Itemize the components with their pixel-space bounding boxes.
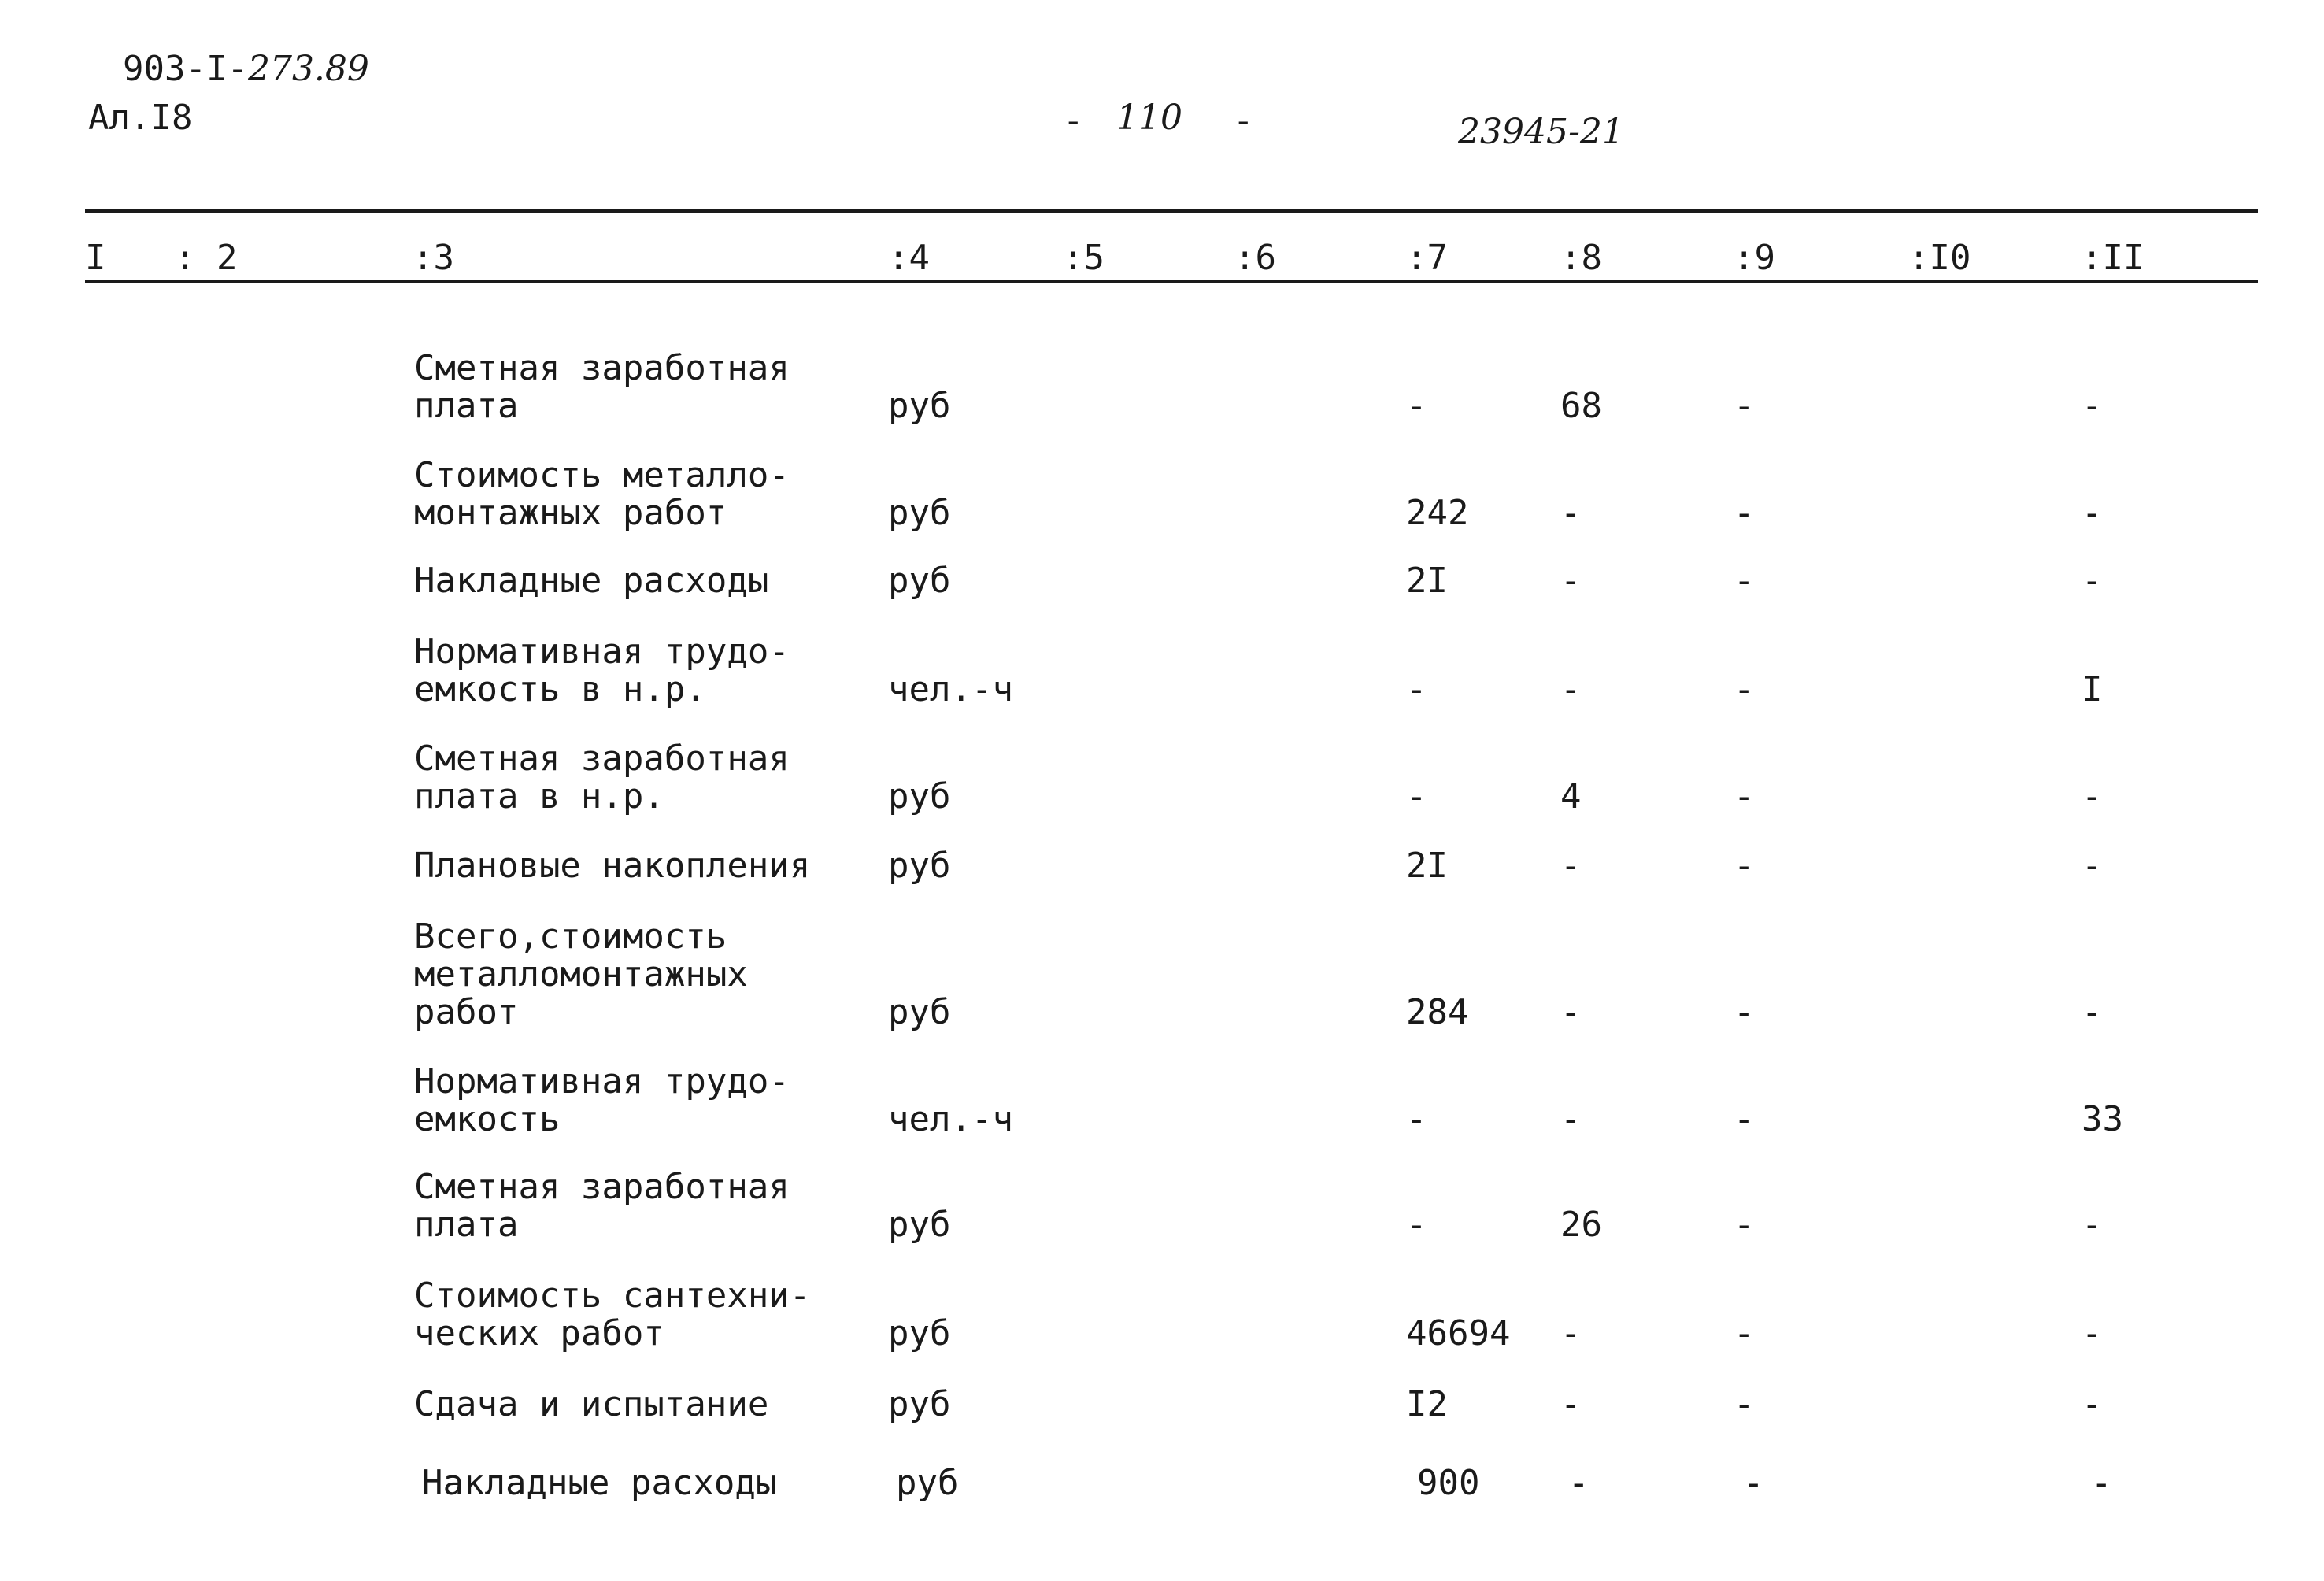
item-unit: руб [888, 386, 951, 426]
item-name: Стоимость металло- монтажных работ [414, 455, 790, 533]
column-header: : 2 [175, 238, 238, 278]
cell-col9: - [1734, 776, 1755, 816]
cell-col9: - [1734, 1205, 1755, 1245]
cell-col11: - [2082, 493, 2103, 533]
cell-col8: - [1568, 1463, 1589, 1503]
cell-col9: - [1734, 1099, 1755, 1139]
cell-col9: - [1734, 846, 1755, 886]
column-header: I [85, 238, 106, 278]
cell-col8: - [1560, 992, 1582, 1032]
cell-col11: I [2082, 669, 2103, 709]
item-name: Сметная заработная плата в н.р. [414, 739, 790, 816]
cell-col11: - [2082, 1313, 2103, 1353]
item-unit: руб [896, 1463, 959, 1503]
cell-col8: - [1560, 846, 1582, 886]
cell-col7: - [1406, 1205, 1427, 1245]
header-bottom-rule [85, 280, 2258, 283]
cell-col9: - [1734, 992, 1755, 1032]
cell-col11: - [2082, 846, 2103, 886]
item-unit: чел.-ч [888, 669, 1013, 709]
cell-col11: - [2082, 776, 2103, 816]
cell-col11: - [2082, 1384, 2103, 1424]
item-name: Накладные расходы [422, 1463, 777, 1503]
cell-col7: 2I [1406, 561, 1448, 601]
column-header: :5 [1063, 238, 1105, 278]
item-name: Плановые накопления [414, 846, 811, 886]
column-header: :II [2082, 238, 2145, 278]
column-header: :6 [1234, 238, 1276, 278]
item-unit: руб [888, 493, 951, 533]
cell-col7: 900 [1417, 1463, 1480, 1503]
document-code-handwritten: 273.89 [247, 49, 369, 89]
cell-col11: - [2082, 561, 2103, 601]
cell-col9: - [1734, 493, 1755, 533]
item-name: Сдача и испытание [414, 1384, 769, 1424]
cell-col8: - [1560, 669, 1582, 709]
item-unit: руб [888, 1313, 951, 1353]
item-unit: руб [888, 1384, 951, 1424]
cell-col11: - [2082, 1205, 2103, 1245]
column-header: :8 [1560, 238, 1602, 278]
cell-col11: - [2082, 992, 2103, 1032]
cell-col7: 2I [1406, 846, 1448, 886]
column-header: :3 [413, 238, 454, 278]
cell-col8: 26 [1560, 1205, 1602, 1245]
column-header: :I0 [1908, 238, 1971, 278]
sheet-number: Ал.I8 [88, 98, 193, 138]
cell-col7: - [1406, 776, 1427, 816]
cell-col7: 284 [1406, 992, 1469, 1032]
cell-col11: - [2082, 386, 2103, 426]
item-name: Сметная заработная плата [414, 1167, 790, 1245]
cell-col7: I2 [1406, 1384, 1448, 1424]
cell-col7: - [1406, 386, 1427, 426]
cell-col9: - [1734, 386, 1755, 426]
cell-col7: - [1406, 669, 1427, 709]
item-unit: руб [888, 776, 951, 816]
item-name: Нормативная трудо- емкость [414, 1061, 790, 1139]
header-top-rule [85, 209, 2258, 213]
item-unit: руб [888, 561, 951, 601]
page-dash-left: - [1063, 101, 1084, 141]
item-unit: руб [888, 1205, 951, 1245]
cell-col8: 4 [1560, 776, 1582, 816]
cell-col11: 33 [2082, 1099, 2123, 1139]
column-header: :7 [1406, 238, 1448, 278]
item-name: Накладные расходы [414, 561, 769, 601]
item-name: Всего,стоимость металломонтажных работ [414, 916, 748, 1032]
cell-col9: - [1734, 669, 1755, 709]
cell-col8: - [1560, 1384, 1582, 1424]
cell-col7: - [1406, 1099, 1427, 1139]
page-dash-right: - [1233, 101, 1254, 141]
column-header: :4 [888, 238, 930, 278]
document-code [123, 49, 369, 89]
item-name: Сметная заработная плата [414, 348, 790, 426]
cell-col8: - [1560, 1313, 1582, 1353]
cell-col8: - [1560, 561, 1582, 601]
cell-col9: - [1734, 1384, 1755, 1424]
document-code-printed: 903-I- [123, 49, 248, 89]
cell-col11: - [2091, 1463, 2112, 1503]
cell-col9: - [1734, 561, 1755, 601]
item-unit: руб [888, 846, 951, 886]
item-unit: чел.-ч [888, 1099, 1013, 1139]
stamp-number: 23945-21 [1458, 112, 1624, 152]
item-unit: руб [888, 992, 951, 1032]
column-header: :9 [1734, 238, 1775, 278]
cell-col7: 46694 [1406, 1313, 1511, 1353]
item-name: Стоимость сантехни- ческих работ [414, 1276, 811, 1353]
page-number: 110 [1116, 98, 1182, 138]
cell-col7: 242 [1406, 493, 1469, 533]
cell-col8: - [1560, 1099, 1582, 1139]
cell-col8: 68 [1560, 386, 1602, 426]
item-name: Нормативная трудо- емкость в н.р. [414, 631, 790, 709]
cell-col9: - [1743, 1463, 1764, 1503]
cell-col8: - [1560, 493, 1582, 533]
cell-col9: - [1734, 1313, 1755, 1353]
